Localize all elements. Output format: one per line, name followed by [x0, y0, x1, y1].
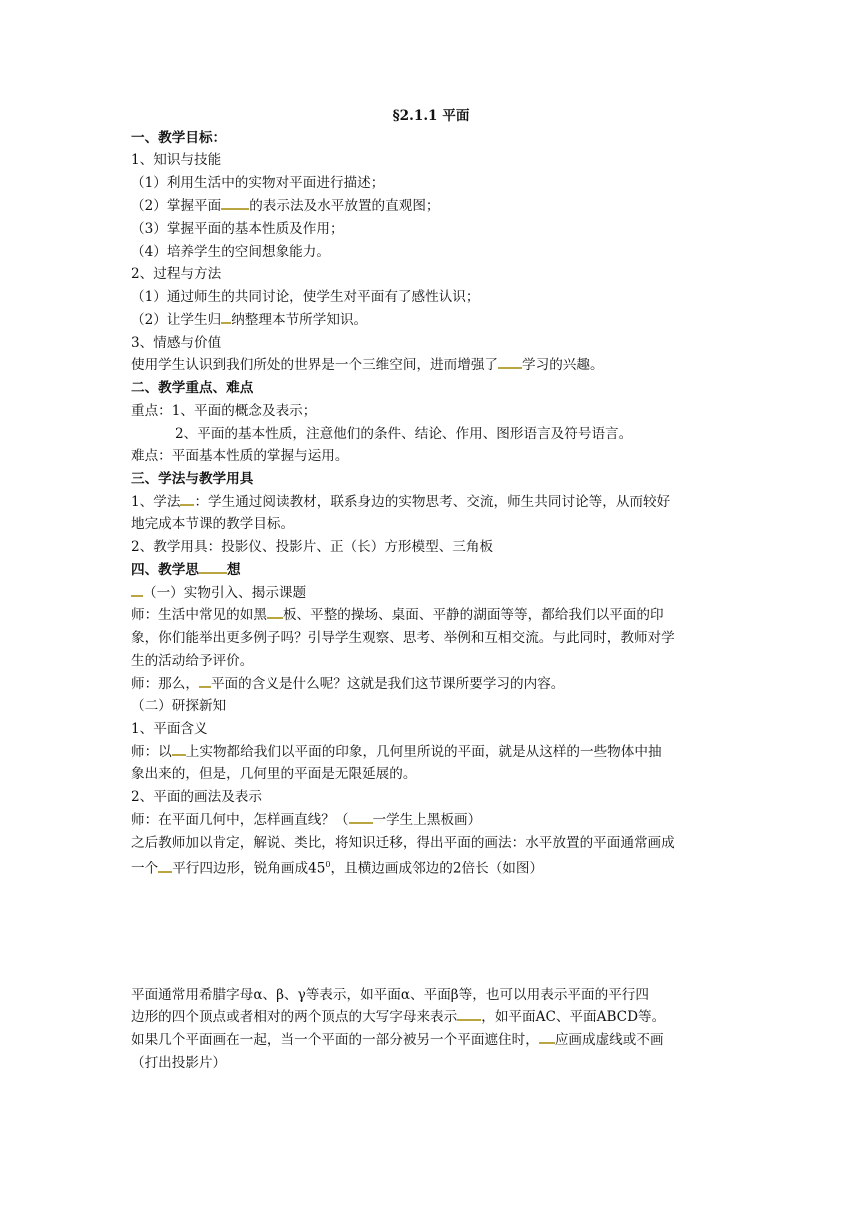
subsection-heading: 3、情感与价值 — [131, 335, 222, 351]
subsection-heading: 1、知识与技能 — [131, 152, 222, 168]
underline-mark — [158, 861, 172, 873]
text-line: 1、学法 ：学生通过阅读教材，联系身边的实物思考、交流，师生共同讨论等，从而较好 — [131, 494, 671, 510]
text-line: 一个 平行四边形，锐角画成$45^0$，且横边画成邻边的2倍长（如图） — [131, 860, 544, 877]
text-line: 2、平面的基本性质，注意他们的条件、结论、作用、图形语言及符号语言。 — [175, 426, 633, 442]
text-line: 之后教师加以肯定，解说、类比，将知识迁移，得出平面的画法：水平放置的平面通常画成 — [131, 835, 675, 851]
text-line: 师：以 上实物都给我们以平面的印象，几何里所说的平面，就是从这样的一些物体中抽 — [131, 744, 662, 760]
text-line: 生的活动给予评价。 — [131, 653, 254, 669]
text-line: （2）让学生归 纳整理本节所学知识。 — [131, 312, 368, 328]
subsection-heading: 2、平面的画法及表示 — [131, 789, 262, 805]
underline-mark — [457, 1009, 481, 1021]
text-line: 重点：1、平面的概念及表示； — [131, 403, 317, 419]
text-line: 平面通常用希腊字母α、β、γ等表示，如平面α、平面β等，也可以用表示平面的平行四 — [131, 987, 649, 1003]
underline-mark — [131, 585, 143, 597]
text-line: 象，你们能举出更多例子吗？引导学生观察、思考、举例和互相交流。与此同时，教师对学 — [131, 630, 675, 646]
text-line: （2）掌握平面 的表示法及水平放置的直观图； — [131, 198, 440, 214]
underline-mark — [199, 676, 211, 688]
text-line: 如果几个平面画在一起，当一个平面的一部分被另一个平面遮住时， 应画成虚线或不画 — [131, 1032, 664, 1048]
section-heading: 四、教学思 想 — [131, 562, 241, 578]
underline-mark — [498, 357, 522, 369]
text-line: 师：在平面几何中，怎样画直线？（ 一学生上黑板画） — [131, 812, 482, 828]
text-line: （1）利用生活中的实物对平面进行描述； — [131, 175, 385, 191]
section-heading: 一、教学目标： — [131, 130, 227, 146]
text-line: 使用学生认识到我们所处的世界是一个三维空间，进而增强了 学习的兴趣。 — [131, 357, 604, 373]
text-line: 2、教学用具：投影仪、投影片、正（长）方形模型、三角板 — [131, 539, 494, 555]
subsection-heading: （二）研探新知 — [131, 698, 227, 714]
text-line: 象出来的，但是，几何里的平面是无限延展的。 — [131, 766, 417, 782]
underline-mark — [199, 562, 227, 574]
text-line: （打出投影片） — [131, 1055, 227, 1071]
text-line: 难点：平面基本性质的掌握与运用。 — [131, 448, 349, 464]
text-line: （一）实物引入、揭示课题 — [131, 583, 306, 603]
underline-mark — [539, 1032, 555, 1044]
subsection-heading: 1、平面含义 — [131, 721, 208, 737]
text-line: （4）培养学生的空间想象能力。 — [131, 244, 330, 260]
subsection-heading: 2、过程与方法 — [131, 266, 222, 282]
text-line: 地完成本节课的教学目标。 — [131, 516, 295, 532]
page-title: §2.1.1 平面 — [392, 108, 470, 124]
text-line: 师：生活中常见的如黑 板、平整的操场、桌面、平静的湖面等等，都给我们以平面的印 — [131, 607, 664, 623]
underline-mark — [267, 607, 283, 619]
section-heading: 二、教学重点、难点 — [131, 380, 254, 396]
underline-mark — [180, 494, 194, 506]
section-heading: 三、学法与教学用具 — [131, 471, 254, 487]
text-line: （1）通过师生的共同讨论，使学生对平面有了感性认识； — [131, 289, 480, 305]
underline-mark — [221, 312, 231, 324]
underline-mark — [349, 812, 373, 824]
underline-mark — [172, 744, 186, 756]
text-line: 师：那么， 平面的含义是什么呢？这就是我们这节课所要学习的内容。 — [131, 676, 565, 692]
text-line: （3）掌握平面的基本性质及作用； — [131, 221, 344, 237]
degree-superscript: 0 — [325, 860, 331, 869]
text-line: 边形的四个顶点或者相对的两个顶点的大写字母来表示 ，如平面AC、平面ABCD等。 — [131, 1009, 666, 1025]
underline-mark — [221, 198, 249, 210]
